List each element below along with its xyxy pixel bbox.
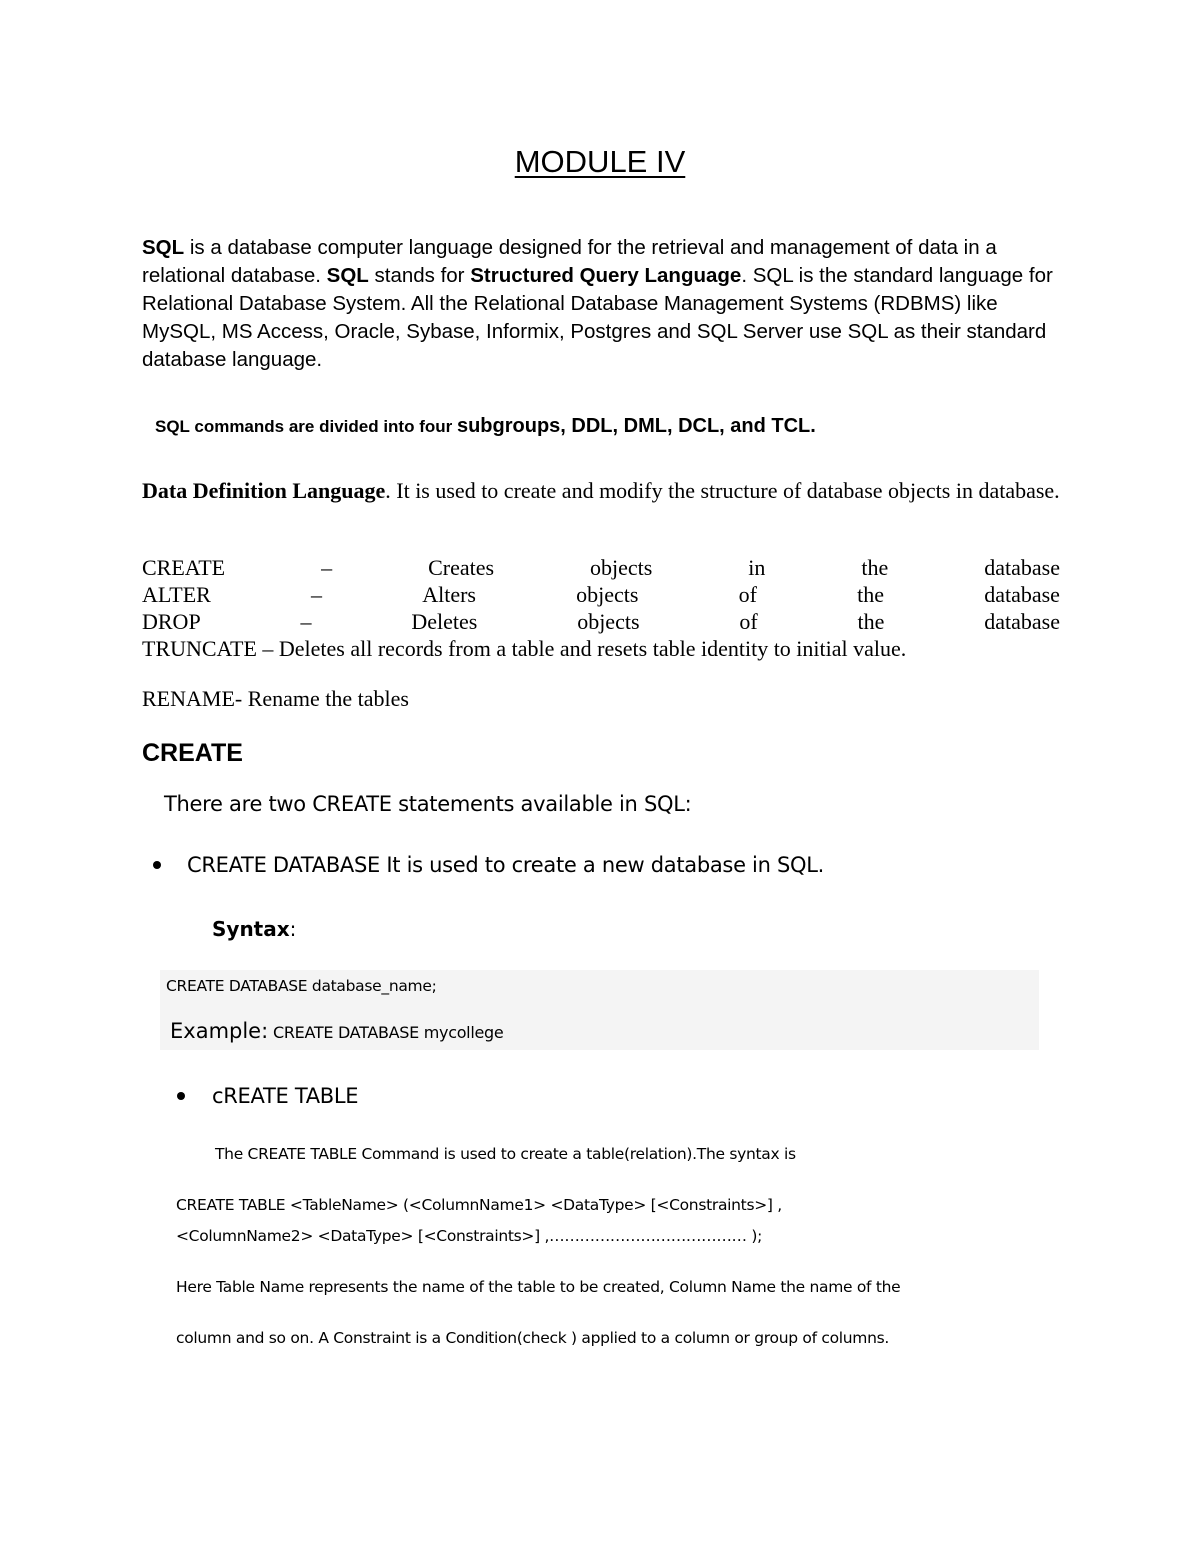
syntax-label <box>212 914 296 944</box>
code-block <box>160 970 1039 1050</box>
command-word: Alters <box>422 582 476 607</box>
command-word: the <box>857 582 885 607</box>
command-word: the <box>857 609 885 634</box>
command-dash: – <box>311 582 323 607</box>
intro-text-3: . SQL is the standard language for Relational Database System. All the Relational Database Management Systems (RDBMS) like MySQL, MS Access, Oracle, Sybase, Informix, Postgres and SQL Server use SQL as their standard database language. <box>142 264 1053 371</box>
example-line <box>170 1017 503 1047</box>
page-title: MODULE IV <box>514 144 686 179</box>
create-intro: There are two CREATE statements available in SQL: <box>164 792 692 816</box>
ddl-definition <box>142 477 1060 504</box>
code-line: CREATE DATABASE database_name; <box>166 977 437 995</box>
command-name: CREATE <box>142 555 226 580</box>
command-word: database <box>984 609 1060 634</box>
syntax-colon: : <box>289 917 297 941</box>
subgroups-small-text: SQL commands are divided into four <box>155 417 457 436</box>
bullet-dot-icon <box>177 1092 185 1100</box>
explanation-line-2: column and so on. A Constraint is a Condition(check ) applied to a column or group of columns. <box>176 1329 890 1347</box>
ddl-command-list <box>142 554 1060 662</box>
command-word: Creates <box>428 555 495 580</box>
command-word: objects <box>577 609 640 634</box>
command-word: the <box>861 555 889 580</box>
command-word: Deletes <box>411 609 478 634</box>
command-row-create <box>142 554 1060 581</box>
ddl-definition-text: . It is used to create and modify the structure of database objects in database. <box>385 478 1060 503</box>
explanation-line-1: Here Table Name represents the name of the table to be created, Column Name the name of the <box>176 1278 901 1296</box>
command-dash: – <box>300 609 312 634</box>
bullet-create-table <box>177 1081 358 1111</box>
syntax-line-2: <ColumnName2> <DataType> [<Constraints>] ,………………………………… ); <box>176 1227 763 1245</box>
command-word: objects <box>576 582 639 607</box>
ddl-term: Data Definition Language <box>142 478 386 503</box>
bullet-text: cREATE TABLE <box>212 1084 359 1108</box>
sql-intro-paragraph <box>142 234 1072 374</box>
create-heading: CREATE <box>142 739 243 767</box>
command-word: in <box>748 555 766 580</box>
create-table-description: The CREATE TABLE Command is used to create a table(relation).The syntax is <box>215 1145 796 1163</box>
command-word: of <box>738 582 757 607</box>
sql-term: SQL <box>142 236 185 259</box>
intro-text-1: is a database computer language designed for the retrieval and management of data in a relational database. <box>142 236 997 287</box>
command-name: DROP <box>142 609 201 634</box>
example-label: Example: <box>170 1019 269 1043</box>
command-word: objects <box>590 555 653 580</box>
subgroups-large-text: subgroups, DDL, DML, DCL, and TCL. <box>456 415 816 437</box>
command-name: ALTER <box>142 582 211 607</box>
command-row-drop <box>142 608 1060 635</box>
bullet-dot-icon <box>153 861 161 869</box>
command-word: database <box>984 555 1060 580</box>
command-word: database <box>984 582 1060 607</box>
bullet-text: CREATE DATABASE It is used to create a new database in SQL. <box>187 853 825 877</box>
bullet-create-database <box>153 850 824 880</box>
sql-term-2: SQL <box>326 264 369 287</box>
subgroups-line <box>155 410 1055 443</box>
intro-text-2: stands for <box>368 264 471 287</box>
syntax-line-1: CREATE TABLE <TableName> (<ColumnName1> <DataType> [<Constraints>] , <box>176 1196 782 1214</box>
command-dash: – <box>321 555 333 580</box>
command-row-alter <box>142 581 1060 608</box>
syntax-label-text: Syntax <box>212 917 290 941</box>
command-word: of <box>739 609 758 634</box>
rename-line: RENAME- Rename the tables <box>142 686 409 711</box>
command-row-truncate: TRUNCATE – Deletes all records from a table and resets table identity to initial value. <box>142 636 907 661</box>
example-value: CREATE DATABASE mycollege <box>268 1023 504 1042</box>
sql-expansion: Structured Query Language <box>470 264 742 287</box>
